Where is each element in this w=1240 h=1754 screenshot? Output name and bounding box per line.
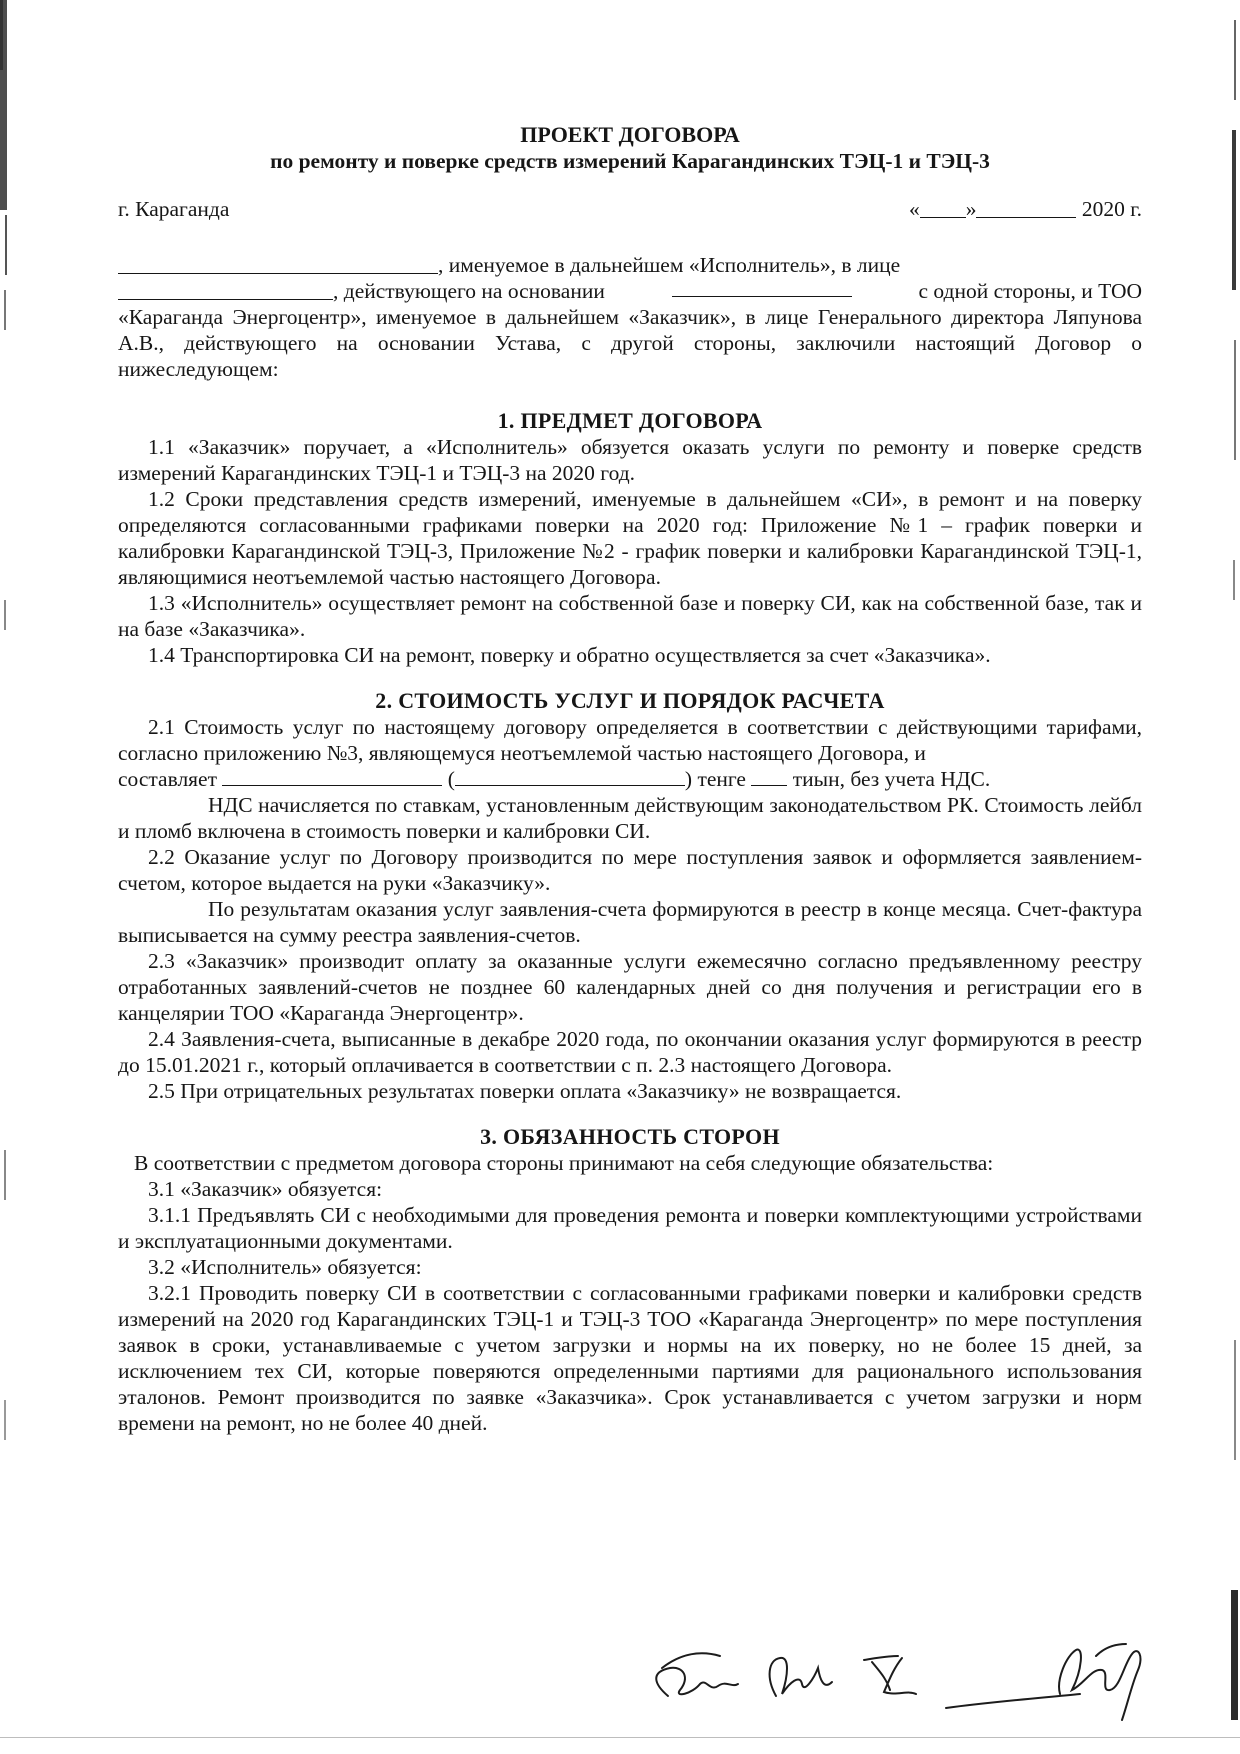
city: г. Караганда: [118, 197, 230, 221]
clause-1-3: 1.3 «Исполнитель» осуществляет ремонт на собственной базе и поверку СИ, как на собственной базе, так и на базе «Заказчика».: [118, 591, 1142, 641]
clause-3-1: 3.1 «Заказчик» обязуется:: [148, 1177, 383, 1201]
document-body: [118, 122, 1142, 1436]
section-1-heading: 1. ПРЕДМЕТ ДОГОВОРА: [497, 408, 763, 433]
scan-edge-marks-left: [0, 0, 10, 1754]
section-3-heading: 3. ОБЯЗАННОСТЬ СТОРОН: [480, 1124, 780, 1149]
signatures-icon: [640, 1598, 1180, 1728]
clause-1-2: 1.2 Сроки представления средств измерений, именуемые в дальнейшем «СИ», в ремонт и на поверку определяются согласованными графиками поверки на 2020 год: Приложение №1 – график поверки и калибровки Карагандинской ТЭЦ-3, Приложение №2 - график поверки и калибровки Карагандинской ТЭЦ-1, являющимися неотъемлемой частью настоящего Договора.: [118, 487, 1142, 589]
clause-2-5: 2.5 При отрицательных результатах поверки оплата «Заказчику» не возвращается.: [148, 1079, 902, 1103]
clause-3-1-1: 3.1.1 Предъявлять СИ с необходимыми для проведения ремонта и поверки комплектующими устройствами и эксплуатационными документами.: [118, 1203, 1142, 1253]
clause-1-4: 1.4 Транспортировка СИ на ремонт, поверку и обратно осуществляется за счет «Заказчика».: [148, 643, 991, 667]
clause-2-4: 2.4 Заявления-счета, выписанные в декабре 2020 года, по окончании оказания услуг формируются в реестр до 15.01.2021 г., который оплачивается в соответствии с п. 2.3 настоящего Договора.: [118, 1027, 1142, 1077]
section-3-intro: В соответствии с предметом договора стороны принимают на себя следующие обязательства:: [134, 1151, 994, 1175]
clause-2-2: 2.2 Оказание услуг по Договору производится по мере поступления заявок и оформляется заявлением-счетом, которое выдается на руки «Заказчику».: [118, 845, 1142, 895]
clause-2-3: 2.3 «Заказчик» производит оплату за оказанные услуги ежемесячно согласно предъявленному реестру отработанных заявлений-счетов не позднее 60 календарных дней со дня получения и регистрации его в канцелярии ТОО «Караганда Энергоцентр».: [118, 949, 1142, 1025]
clause-3-2: 3.2 «Исполнитель» обязуется:: [148, 1255, 422, 1279]
intro-line-2: , действующего на основании с одной стороны, и ТОО: [118, 278, 1142, 304]
document-title: ПРОЕКТ ДОГОВОРА: [520, 122, 740, 147]
date: « » 2020 г.: [908, 197, 1142, 221]
scan-bottom-line: [0, 1737, 1240, 1738]
intro-line-3: «Караганда Энергоцентр», именуемое в дальнейшем «Заказчик», в лице Генерального директора Ляпунова А.В., действующего на основании Устава, с другой стороны, заключили настоящий Договор о нижеследующем:: [118, 305, 1142, 381]
intro-block: [118, 252, 1142, 382]
clause-2-2-register: По результатам оказания услуг заявления-счета формируются в реестр в конце месяца. Счет-фактура выписывается на сумму реестра заявления-счетов.: [118, 897, 1142, 947]
intro-line-1: , именуемое в дальнейшем «Исполнитель», в лице: [118, 252, 1142, 278]
scan-edge-marks-right: [1228, 0, 1240, 1754]
clause-2-1-amount: составляет ( ) тенге тиын, без учета НДС.: [118, 767, 991, 791]
clause-2-1-vat: НДС начисляется по ставкам, установленным действующим законодательством РК. Стоимость лейбл и пломб включена в стоимость поверки и калибровки СИ.: [118, 793, 1142, 843]
section-2-heading: 2. СТОИМОСТЬ УСЛУГ И ПОРЯДОК РАСЧЕТА: [375, 688, 885, 713]
clause-2-1: 2.1 Стоимость услуг по настоящему договору определяется в соответствии с действующими тарифами, согласно приложению №3, являющемуся неотъемлемой частью настоящего Договора, и: [118, 715, 1142, 765]
clause-3-2-1: 3.2.1 Проводить поверку СИ в соответствии с согласованными графиками поверки и калибровки средств измерений на 2020 год Карагандинских ТЭЦ-1 и ТЭЦ-3 ТОО «Караганда Энергоцентр» по мере поступления заявок в сроки, устанавливаемые с учетом загрузки и нормы на их поверку, но не более 15 дней, за исключением тех СИ, которые поверяются определенными партиями для рационального использования эталонов. Ремонт производится по заявке «Заказчика». Срок устанавливается с учетом загрузки и норм времени на ремонт, но не более 40 дней.: [118, 1281, 1142, 1435]
clause-1-1: 1.1 «Заказчик» поручает, а «Исполнитель» обязуется оказать услуги по ремонту и поверке средств измерений Карагандинских ТЭЦ-1 и ТЭЦ-3 на 2020 год.: [118, 435, 1142, 485]
city-date-row: [118, 196, 1142, 222]
document-subtitle: по ремонту и поверке средств измерений Карагандинских ТЭЦ-1 и ТЭЦ-3: [270, 149, 990, 173]
